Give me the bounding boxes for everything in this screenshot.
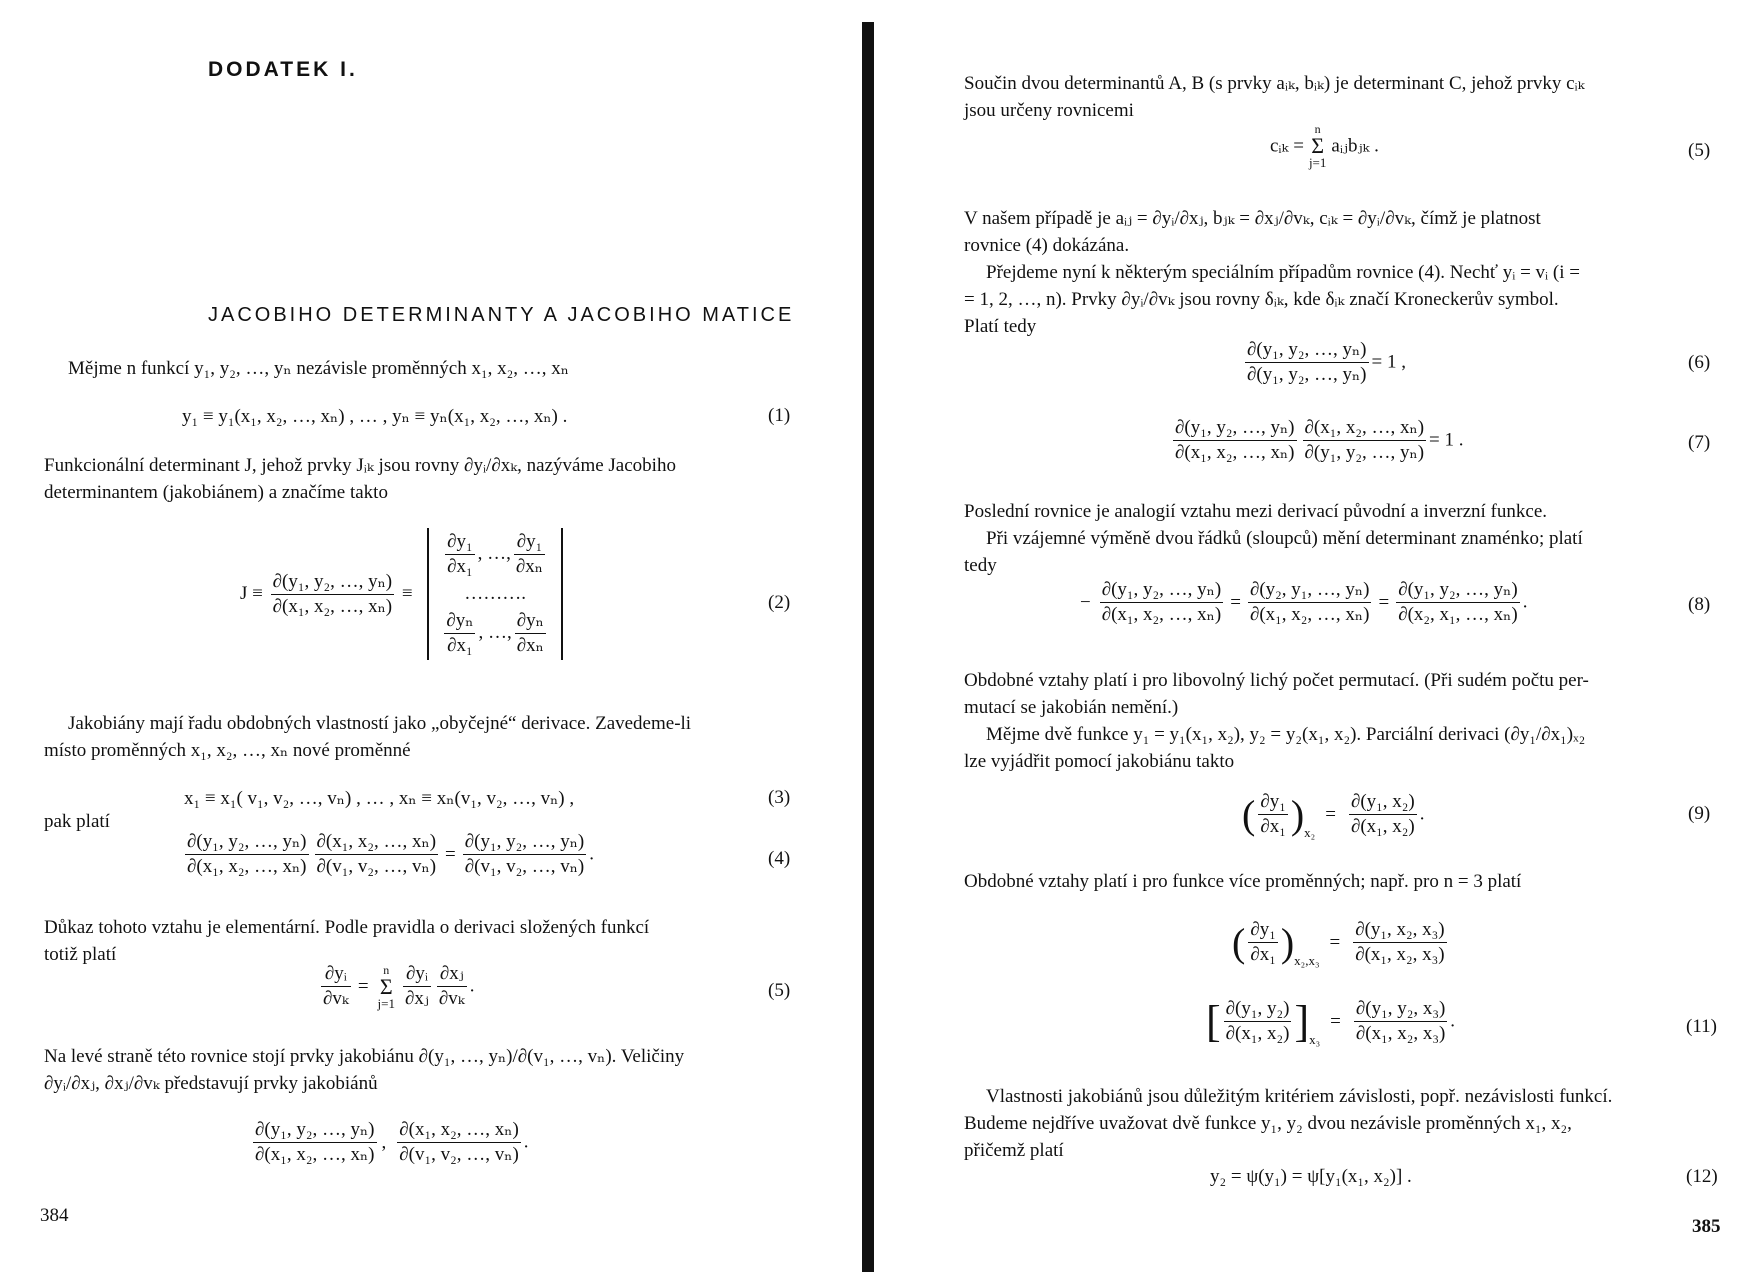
right-page: [880, 0, 1754, 1276]
eq2-numerator: ∂(y₁, y₂, …, yₙ): [271, 570, 395, 595]
eq11-period: .: [1450, 1010, 1456, 1032]
equation-1-number: (1): [768, 405, 791, 426]
r-paragraph-4: Poslední rovnice je analogií vztahu mezi derivací původní a inverzní funkce.: [964, 501, 1547, 522]
eq4-a-num: ∂(y₁, y₂, …, yₙ): [185, 830, 309, 855]
m11-num: ∂y₁: [445, 530, 475, 555]
eq4-b-num: ∂(x₁, x₂, …, xₙ): [315, 830, 439, 855]
r-equation-8: [1080, 578, 1527, 627]
equation-4: [182, 830, 594, 879]
r-paragraph-2-line-1: V našem případě je aᵢⱼ = ∂yᵢ/∂xⱼ, bⱼₖ = ∂xⱼ/∂vₖ, cᵢₖ = ∂yᵢ/∂vₖ, čímž je platnost: [964, 208, 1541, 229]
r-equation-7: [1170, 416, 1464, 465]
r-equation-7-number: (7): [1688, 432, 1711, 453]
eq9-r-num: ∂(y₁, x₂): [1349, 790, 1417, 815]
paragraph-4-line-1: Důkaz tohoto vztahu je elementární. Podle pravidla o derivaci složených funkcí: [44, 917, 650, 938]
r-paragraph-1-line-2: jsou určeny rovnicemi: [964, 100, 1134, 121]
paragraph-3-line-1: Jakobiány mají řadu obdobných vlastností jako „obyčejné“ derivace. Zavedeme-li: [68, 713, 692, 734]
eq10-equals: =: [1329, 931, 1341, 953]
paragraph-3-line-2: místo proměnných x₁, x₂, …, xₙ nové proměnné: [44, 740, 411, 761]
eq5-r1-num: ∂yᵢ: [403, 962, 431, 987]
eq5-lhs-den: ∂vₖ: [323, 988, 349, 1009]
last-period: .: [523, 1131, 529, 1153]
r-paragraph-2-line-2: rovnice (4) dokázána.: [964, 235, 1130, 256]
eq11-equals: =: [1330, 1010, 1341, 1032]
eq9-l-den: ∂x₁: [1260, 816, 1286, 837]
r-eq5-sum-bottom: j=1: [1308, 155, 1327, 170]
r-equation-8-number: (8): [1688, 594, 1711, 615]
eq11-sub: x₃: [1309, 1031, 1321, 1047]
eq8-c-num: ∂(y₁, y₂, …, yₙ): [1396, 578, 1520, 603]
r-equation-11-number: (11): [1686, 1016, 1717, 1037]
eq5-period: .: [469, 975, 475, 997]
eq8-a-num: ∂(y₁, y₂, …, yₙ): [1100, 578, 1224, 603]
eq6-den: ∂(y₁, y₂, …, yₙ): [1247, 364, 1367, 385]
last-comma: ,: [381, 1131, 387, 1153]
left-page: [0, 0, 860, 1276]
eq5-r2-num: ∂xⱼ: [437, 962, 467, 987]
m2-sep: , …,: [478, 621, 512, 643]
m22-den: ∂xₙ: [516, 635, 544, 656]
eq4-c-num: ∂(y₁, y₂, …, yₙ): [463, 830, 587, 855]
r-equation-12: y₂ = ψ(y₁) = ψ[y₁(x₁, x₂)] .: [1210, 1166, 1412, 1187]
eq4-a-den: ∂(x₁, x₂, …, xₙ): [187, 856, 307, 877]
eq8-period: .: [1522, 591, 1528, 613]
eq8-eq2: =: [1378, 591, 1390, 613]
r-paragraph-3-line-3: Platí tedy: [964, 316, 1037, 337]
r-paragraph-9-line-1: Vlastnosti jakobiánů jsou důležitým kritériem závislosti, popř. nezávislosti funkcí.: [986, 1086, 1613, 1107]
r-paragraph-9-line-2: Budeme nejdříve uvažovat dvě funkce y₁, y₂ dvou nezávisle proměnných x₁, x₂,: [964, 1113, 1572, 1134]
equation-2: [240, 528, 563, 660]
eq11-r-num: ∂(y₁, y₂, x₃): [1354, 997, 1447, 1022]
r-eq5-lhs: cᵢₖ =: [1270, 135, 1304, 157]
r-paragraph-8: Obdobné vztahy platí i pro funkce více proměnných; např. pro n = 3 platí: [964, 871, 1522, 892]
eq5-r1-den: ∂xⱼ: [405, 988, 429, 1009]
r-equation-11: [1206, 996, 1455, 1048]
r-equation-5-number: (5): [1688, 140, 1711, 161]
last-b-den: ∂(v₁, v₂, …, vₙ): [399, 1144, 519, 1165]
equation-jacobians-pair: [250, 1118, 529, 1167]
eq2-equiv: ≡: [401, 583, 413, 604]
equation-2-number: (2): [768, 592, 791, 613]
page-number-right: 385: [1692, 1216, 1721, 1237]
appendix-header: DODATEK I.: [208, 58, 358, 81]
m21-num: ∂yₙ: [444, 609, 475, 634]
r-eq5-sum: Σ: [1311, 133, 1325, 158]
eq9-rparen: ): [1290, 792, 1305, 837]
equation-5-number: (5): [768, 980, 791, 1001]
section-title: JACOBIHO DETERMINANTY A JACOBIHO MATICE: [208, 304, 795, 326]
eq4-equals: =: [445, 843, 456, 865]
m11-den: ∂x₁: [447, 556, 473, 577]
r-equation-10: [1232, 918, 1450, 969]
paragraph-5-line-1: Na levé straně této rovnice stojí prvky jakobiánu ∂(y₁, …, yₙ)/∂(v₁, …, vₙ). Veličiny: [44, 1046, 685, 1067]
equation-4-number: (4): [768, 848, 791, 869]
eq5-equals: =: [357, 975, 369, 997]
eq2-denominator: ∂(x₁, x₂, …, xₙ): [272, 595, 393, 617]
eq6-num: ∂(y₁, y₂, …, yₙ): [1245, 338, 1369, 363]
eq7-a-num: ∂(y₁, y₂, …, yₙ): [1173, 416, 1297, 441]
r-paragraph-7-line-2: lze vyjádřit pomocí jakobiánu takto: [964, 751, 1235, 772]
eq11-lbracket: [: [1206, 997, 1221, 1046]
eq5-sum-top: n: [383, 962, 390, 977]
r-eq5-rhs: aᵢⱼbⱼₖ .: [1331, 135, 1379, 157]
r-paragraph-7-line-1: Mějme dvě funkce y₁ = y₁(x₁, x₂), y₂ = y₂(x₁, x₂). Parciální derivaci (∂y₁/∂x₁)ₓ₂: [986, 724, 1586, 745]
eq10-rparen: ): [1280, 920, 1295, 965]
eq7-b-num: ∂(x₁, x₂, …, xₙ): [1303, 416, 1427, 441]
eq7-rhs: = 1 .: [1429, 429, 1464, 451]
r-paragraph-9-line-3: přičemž platí: [964, 1140, 1064, 1161]
paragraph-5-line-2: ∂yᵢ/∂xⱼ, ∂xⱼ/∂vₖ představují prvky jakobiánů: [44, 1073, 378, 1094]
r-paragraph-6-line-2: mutací se jakobián nemění.): [964, 697, 1179, 718]
pak-plati: pak platí: [44, 811, 110, 832]
paragraph-2-line-1: Funkcionální determinant J, jehož prvky Jᵢₖ jsou rovny ∂yᵢ/∂xₖ, nazýváme Jacobiho: [44, 455, 676, 476]
jacobian-matrix: [427, 528, 562, 660]
matrix-row-n: [441, 609, 548, 658]
eq4-c-den: ∂(v₁, v₂, …, vₙ): [464, 856, 585, 877]
eq9-equals: =: [1325, 803, 1336, 825]
r-equation-9-number: (9): [1688, 803, 1711, 824]
paragraph-1: Mějme n funkcí y₁, y₂, …, yₙ nezávisle proměnných x₁, x₂, …, xₙ: [68, 358, 569, 379]
book-spine: [862, 22, 874, 1272]
eq8-minus: −: [1080, 591, 1091, 613]
matrix-row-dots: ……….: [464, 583, 526, 604]
r-paragraph-3-line-1: Přejdeme nyní k některým speciálním případům rovnice (4). Nechť yᵢ = vᵢ (i =: [986, 262, 1580, 283]
eq4-period: .: [589, 843, 595, 865]
eq5-sum: Σ: [379, 973, 393, 999]
r-paragraph-6-line-1: Obdobné vztahy platí i pro libovolný lichý počet permutací. (Při sudém počtu per-: [964, 670, 1589, 691]
eq8-c-den: ∂(x₂, x₁, …, xₙ): [1398, 604, 1518, 625]
last-a-den: ∂(x₁, x₂, …, xₙ): [255, 1144, 375, 1165]
equation-3: x₁ ≡ x₁( v₁, v₂, …, vₙ) , … , xₙ ≡ xₙ(v₁, v₂, …, vₙ) ,: [184, 788, 575, 809]
eq2-fraction: [271, 570, 395, 619]
eq8-a-den: ∂(x₁, x₂, …, xₙ): [1101, 604, 1222, 625]
last-b-num: ∂(x₁, x₂, …, xₙ): [397, 1118, 521, 1143]
eq9-period: .: [1419, 803, 1425, 825]
r-paragraph-3-line-2: = 1, 2, …, n). Prvky ∂yᵢ/∂vₖ jsou rovny δᵢₖ, kde δᵢₖ značí Kroneckerův symbol.: [964, 289, 1559, 310]
r-equation-12-number: (12): [1686, 1166, 1718, 1187]
eq5-lhs-num: ∂yᵢ: [321, 962, 351, 987]
eq11-l-num: ∂(y₁, y₂): [1224, 997, 1292, 1022]
equation-1: y₁ ≡ y₁(x₁, x₂, …, xₙ) , … , yₙ ≡ yₙ(x₁, x₂, …, xₙ) .: [182, 406, 568, 427]
r-equation-5: [1270, 122, 1379, 170]
page-number-left: 384: [40, 1205, 69, 1226]
eq9-l-num: ∂y₁: [1258, 790, 1288, 815]
eq8-eq1: =: [1230, 591, 1241, 613]
eq9-r-den: ∂(x₁, x₂): [1350, 816, 1415, 837]
paragraph-2-line-2: determinantem (jakobiánem) a značíme takto: [44, 482, 388, 503]
r-paragraph-1-line-1: Součin dvou determinantů A, B (s prvky aᵢₖ, bᵢₖ) je determinant C, jehož prvky cᵢₖ: [964, 73, 1585, 94]
r-eq5-sum-top: n: [1314, 122, 1321, 136]
m21-den: ∂x₁: [447, 635, 473, 656]
eq8-b-num: ∂(y₂, y₁, …, yₙ): [1248, 578, 1372, 603]
eq6-rhs: = 1 ,: [1371, 351, 1406, 373]
eq9-lparen: (: [1242, 792, 1256, 837]
eq11-l-den: ∂(x₁, x₂): [1225, 1023, 1290, 1044]
eq5-sum-bottom: j=1: [377, 995, 395, 1011]
eq7-a-den: ∂(x₁, x₂, …, xₙ): [1175, 442, 1295, 463]
r-equation-6-number: (6): [1688, 352, 1711, 373]
eq10-l-den: ∂x₁: [1250, 944, 1276, 965]
paragraph-4-line-2: totiž platí: [44, 944, 117, 965]
equation-5: [318, 962, 475, 1011]
eq10-lparen: (: [1232, 920, 1246, 965]
eq8-b-den: ∂(x₁, x₂, …, xₙ): [1249, 604, 1370, 625]
eq7-b-den: ∂(y₁, y₂, …, yₙ): [1304, 442, 1425, 463]
equation-3-number: (3): [768, 787, 791, 808]
eq10-l-num: ∂y₁: [1248, 918, 1278, 943]
m12-num: ∂y₁: [514, 530, 545, 555]
eq11-rbracket: ]: [1294, 997, 1310, 1046]
r-paragraph-5-line-1: Při vzájemné výměně dvou řádků (sloupců) mění determinant znaménko; platí: [986, 528, 1583, 549]
r-equation-9: [1242, 790, 1424, 841]
eq4-b-den: ∂(v₁, v₂, …, vₙ): [316, 856, 437, 877]
eq2-lhs: J ≡: [240, 583, 263, 604]
eq10-r-den: ∂(x₁, x₂, x₃): [1355, 944, 1445, 965]
eq10-r-num: ∂(y₁, x₂, x₃): [1353, 918, 1446, 943]
last-a-num: ∂(y₁, y₂, …, yₙ): [253, 1118, 377, 1143]
m1-sep: , …,: [477, 542, 511, 564]
matrix-row-1: [441, 530, 548, 579]
r-paragraph-5-line-2: tedy: [964, 555, 997, 576]
eq11-r-den: ∂(x₁, x₂, x₃): [1355, 1023, 1446, 1044]
m12-den: ∂xₙ: [515, 556, 544, 577]
eq10-sub: x₂,x₃: [1294, 952, 1320, 968]
eq9-sub: x₂: [1304, 824, 1316, 840]
r-equation-6: [1242, 338, 1406, 387]
eq5-r2-den: ∂vₖ: [438, 988, 465, 1009]
m22-num: ∂yₙ: [515, 609, 546, 634]
